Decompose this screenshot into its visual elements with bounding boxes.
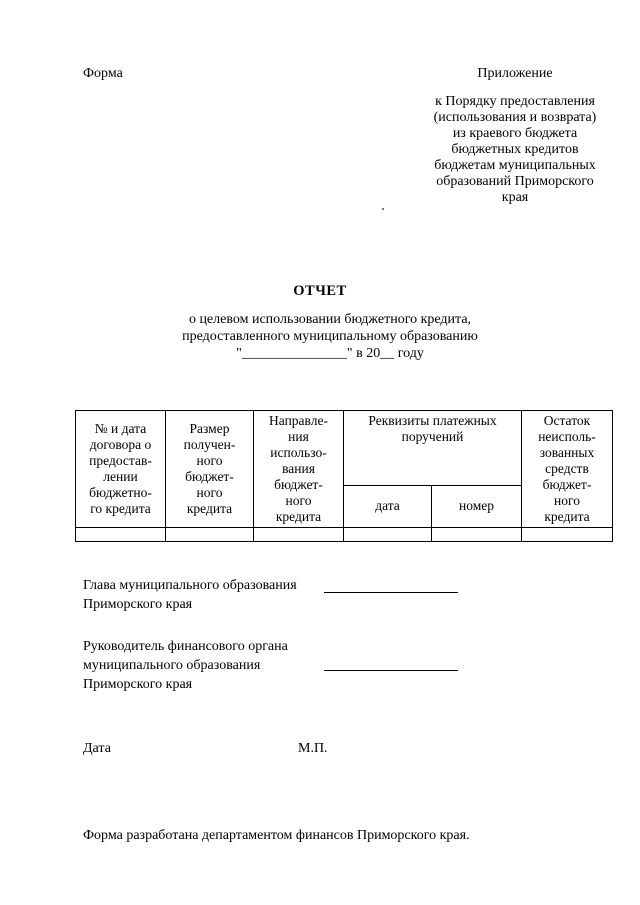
finance-signature-line: Руководитель финансового органа bbox=[83, 639, 288, 654]
form-label: Форма bbox=[83, 66, 123, 81]
appendix-title: Приложение bbox=[477, 66, 553, 81]
head-signature-line: Приморского края bbox=[83, 597, 193, 612]
head-signature-block bbox=[83, 576, 297, 614]
stamp-label: М.П. bbox=[298, 741, 328, 756]
head-signature-line: Глава муниципального образования bbox=[83, 578, 297, 593]
header-text: кредита bbox=[544, 509, 590, 524]
header-cell-payment-details bbox=[344, 411, 522, 486]
header-text: лении bbox=[103, 469, 138, 484]
report-subtitle-line: предоставленного муниципальному образованию bbox=[182, 329, 478, 344]
finance-signature-line: муниципального образования bbox=[83, 658, 261, 673]
header-text: неисполь- bbox=[538, 429, 596, 444]
header-cell-balance bbox=[522, 411, 613, 528]
table-cell[interactable] bbox=[432, 528, 522, 542]
header-text: предостав- bbox=[89, 453, 152, 468]
header-text: бюджет- bbox=[542, 477, 592, 492]
header-text: ного bbox=[285, 493, 312, 508]
report-table bbox=[75, 410, 613, 542]
finance-signature-line: Приморского края bbox=[83, 677, 193, 692]
header-text: бюджет- bbox=[274, 477, 323, 492]
header-text: № и дата bbox=[94, 421, 147, 436]
table-cell[interactable] bbox=[344, 528, 432, 542]
header-cell-date: дата bbox=[344, 485, 432, 527]
header-text: ного bbox=[554, 493, 580, 508]
header-text: ного bbox=[196, 485, 223, 500]
header-text: кредита bbox=[186, 501, 233, 516]
header-text: Размер bbox=[189, 421, 230, 436]
header-text: бюджет- bbox=[185, 469, 234, 484]
report-subtitle bbox=[120, 311, 540, 362]
appendix-line: края bbox=[501, 190, 529, 205]
table-cell[interactable] bbox=[522, 528, 613, 542]
appendix-line: бюджетам муниципальных bbox=[434, 158, 596, 173]
appendix-line: к Порядку предоставления bbox=[435, 94, 595, 109]
header-text: использо- bbox=[270, 445, 327, 460]
report-title: ОТЧЕТ bbox=[293, 283, 347, 299]
header-text: вания bbox=[282, 461, 315, 476]
header-cell-amount bbox=[166, 411, 254, 528]
header-text: Остаток bbox=[543, 413, 591, 428]
appendix-line: (использования и возврата) bbox=[433, 110, 597, 125]
header-text: го кредита bbox=[90, 501, 151, 516]
table-cell[interactable] bbox=[76, 528, 166, 542]
header-text: кредита bbox=[275, 509, 322, 524]
scan-speck bbox=[382, 208, 384, 210]
header-cell-contract bbox=[76, 411, 166, 528]
header-text: поручений bbox=[401, 429, 464, 444]
header-text: ного bbox=[196, 453, 223, 468]
header-text: договора о bbox=[89, 437, 152, 452]
appendix-line: образований Приморского bbox=[436, 174, 594, 189]
report-subtitle-line: "_______________" в 20__ году bbox=[236, 346, 424, 361]
table-cell[interactable] bbox=[166, 528, 254, 542]
header-text: ния bbox=[288, 429, 309, 444]
header-text: получен- bbox=[183, 437, 236, 452]
head-signature-field[interactable] bbox=[324, 592, 458, 593]
footer-note: Форма разработана департаментом финансов Приморского края. bbox=[83, 828, 470, 843]
appendix-block bbox=[415, 66, 615, 206]
date-label: Дата bbox=[83, 741, 111, 756]
appendix-line: из краевого бюджета bbox=[452, 126, 578, 141]
table-cell[interactable] bbox=[254, 528, 344, 542]
appendix-line: бюджетных кредитов bbox=[451, 142, 579, 157]
table-row bbox=[76, 528, 613, 542]
header-cell-purpose bbox=[254, 411, 344, 528]
header-text: зованных bbox=[539, 445, 595, 460]
header-cell-number: номер bbox=[432, 485, 522, 527]
table-header-row bbox=[76, 411, 613, 486]
finance-signature-field[interactable] bbox=[324, 670, 458, 671]
finance-signature-block bbox=[83, 637, 288, 694]
header-text: средств bbox=[545, 461, 589, 476]
header-text: Направле- bbox=[269, 413, 328, 428]
header-text: бюджетно- bbox=[89, 485, 152, 500]
report-subtitle-line: о целевом использовании бюджетного кредита, bbox=[188, 312, 472, 327]
header-text: Реквизиты платежных bbox=[368, 413, 497, 428]
